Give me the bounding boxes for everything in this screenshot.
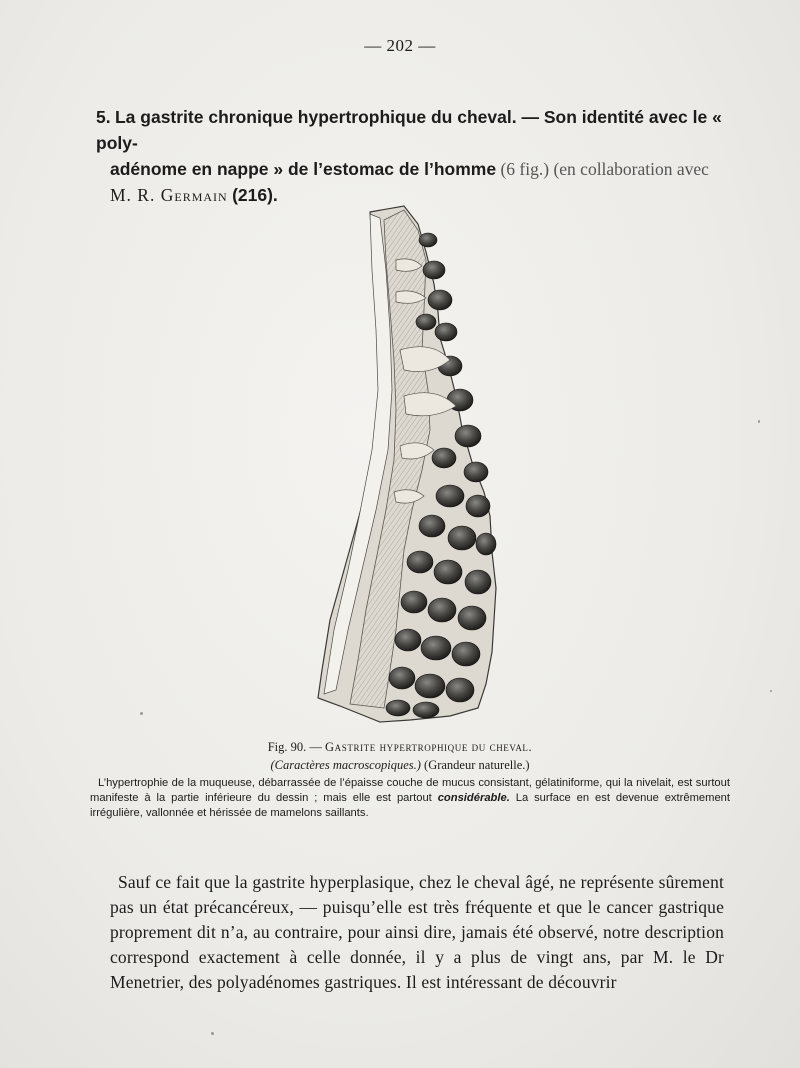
figure-number: Fig. 90. —: [267, 740, 326, 754]
section-number: 5.: [96, 107, 111, 127]
caption-text-1: L’hypertrophie de la muqueuse, débarrassée de l’épaisse couche de mucus consistant, gélatiniforme, qui la nivelait, est surtout manifeste à la partie inférieure du dessin ; mais elle est partout: [90, 777, 730, 804]
figure-caption-scale: (Grandeur naturelle.): [424, 758, 530, 772]
paper-speck: [140, 712, 143, 715]
caption-text-2: La surface en est devenue extrêmement irrégulière, vallonnée et hérissée de mamelons saillants.: [90, 792, 730, 819]
reference-number: (216).: [232, 185, 278, 205]
figure-caption-italic: (Caractères macroscopiques.): [270, 758, 421, 772]
section-heading: [96, 104, 726, 208]
section-title: La gastrite chronique hypertrophique du cheval.: [114, 107, 517, 127]
caption-emphasis: considérable.: [437, 792, 510, 804]
figure-caption-body: [90, 776, 730, 821]
paper-speck: [770, 690, 772, 692]
section-subtitle-2: adénome en nappe » de l’estomac de l’homme: [110, 159, 497, 179]
paper-speck: [758, 420, 760, 423]
body-paragraph: Sauf ce fait que la gastrite hyperplasique, chez le cheval âgé, ne représente sûrement pas un état précancéreux, — puisqu’elle est très fréquente et que le cancer gastrique proprement dit n’a, au contraire, pour ainsi dire, jamais été observé, notre description correspond exactement à celle donnée, il y a plus de vingt ans, par M. le Dr Menetrier, des polyadénomes gastriques. Il est intéressant de découvrir: [110, 872, 724, 992]
figure-caption-title: [0, 740, 800, 755]
figure-title: Gastrite hypertrophique du cheval.: [325, 740, 533, 754]
paper-speck: [211, 1032, 214, 1035]
section-subtitle-1: Son identité avec le « poly-: [96, 107, 722, 153]
title-dash: —: [516, 107, 544, 127]
collaboration-note: (en collaboration avec: [553, 159, 709, 179]
figure-illustration: [300, 200, 510, 730]
figure-count: (6 fig.): [500, 159, 550, 179]
page-number: — 202 —: [364, 36, 436, 55]
figure-caption-subtitle: [0, 758, 800, 773]
author-name: M. R. Germain: [110, 185, 228, 205]
stomach-mucosa-drawing: [300, 200, 510, 730]
